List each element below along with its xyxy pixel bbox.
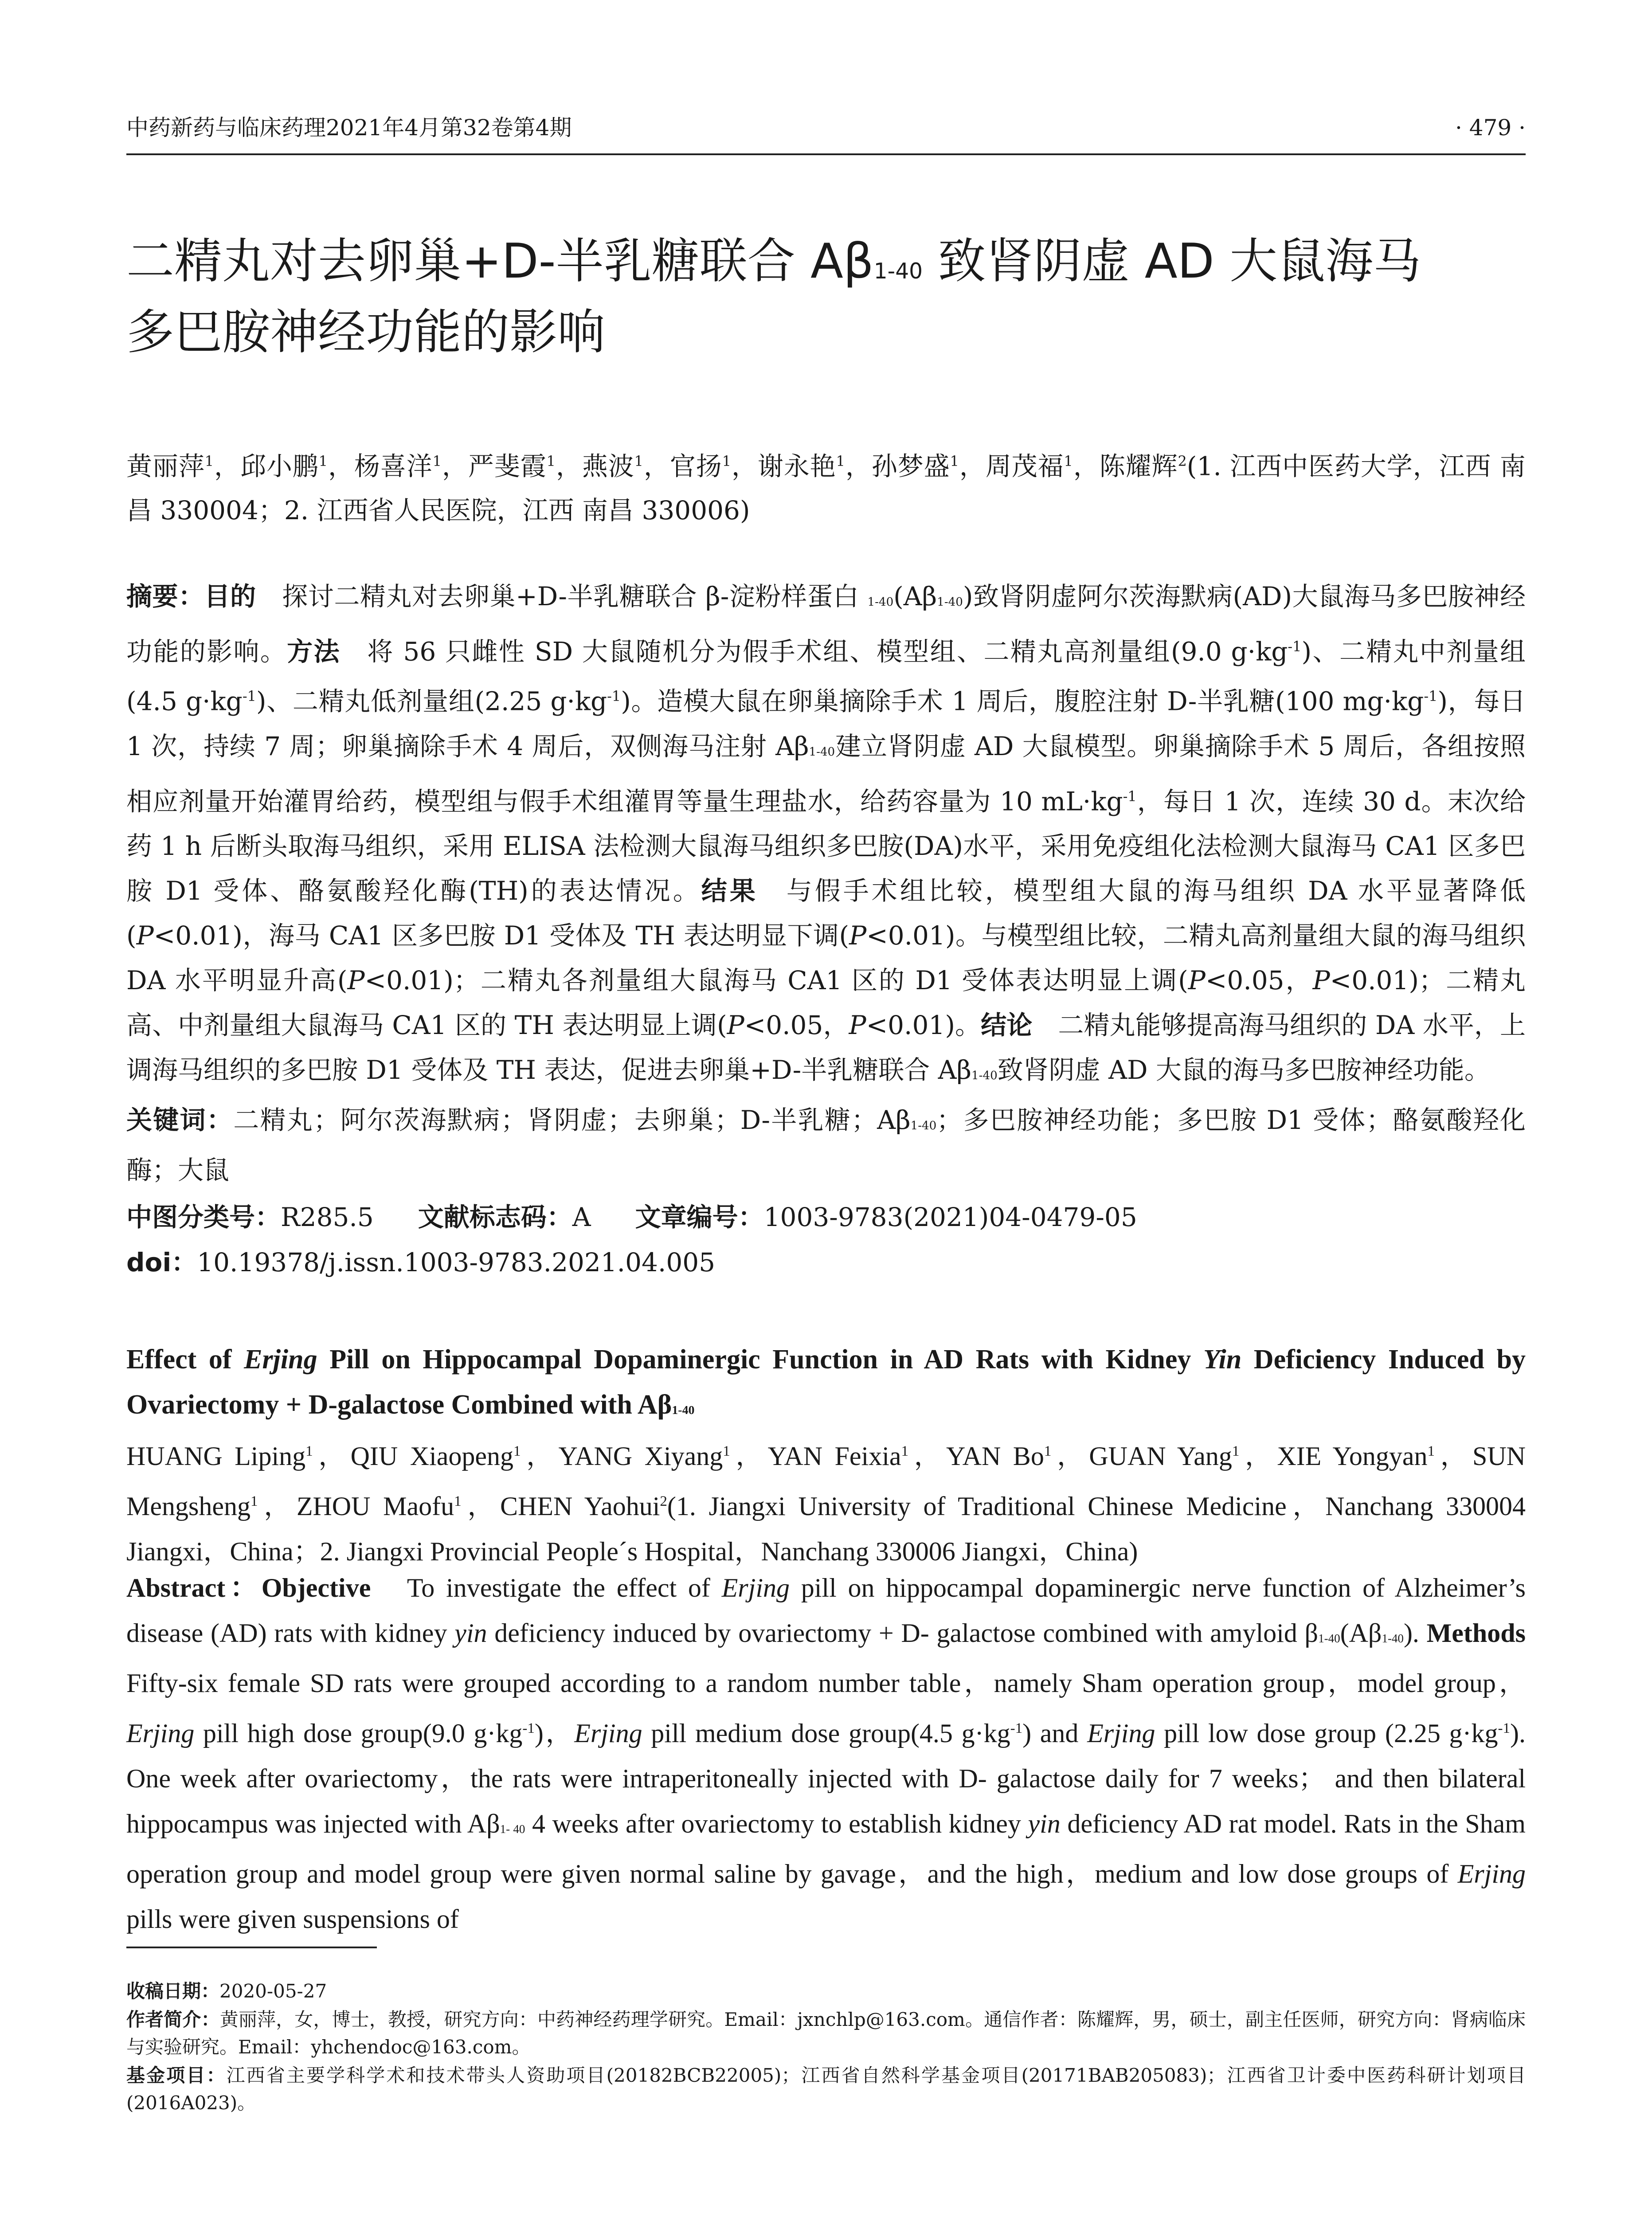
author-cn-8: 孙梦盛 <box>871 451 950 482</box>
results-cn-text-d: )；二精丸各剂量组大鼠海马 CA1 区的 D1 受体表达明显上调( <box>443 965 1188 995</box>
title-cn-line1-rest: 致肾阴虚 AD 大鼠海马 <box>923 234 1421 289</box>
author-en-5-aff: 1 <box>1044 1443 1052 1459</box>
p-value: <0.01 <box>153 920 233 951</box>
author-cn-4-aff: 1 <box>546 453 556 470</box>
abstract-en-l: ). One week after ovariectomy，the rats were intraperitoneally injected with D- galactose daily for 7 weeks； and then bilateral hippocampus was injected with Aβ <box>126 1719 1526 1838</box>
fund-label: 基金项目： <box>126 2064 227 2086</box>
methods-cn-label: 方法 <box>287 636 341 667</box>
p-value: <0.01 <box>866 920 945 951</box>
title-cn-subscript: 1-40 <box>873 259 923 284</box>
methods-cn-text-e: )，每日 1 次，持续 7 周；卵巢摘除手术 4 周后，双侧海马注射 Aβ <box>126 686 1526 761</box>
conclusion-cn-sub: 1-40 <box>971 1069 998 1083</box>
objective-cn-text-c: )致肾阴虚阿尔茨海默病(AD)大鼠海马多巴胺神经功能的影响。 <box>126 581 1526 667</box>
objective-cn-text: 探讨二精丸对去卵巢+D-半乳糖联合 β-淀粉样蛋白 <box>256 581 868 611</box>
abstract-en-a: To investigate the effect of <box>371 1573 722 1602</box>
keywords-cn-text-a: 二精丸；阿尔茨海默病；肾阴虚；去卵巢；D-半乳糖；Aβ <box>233 1105 911 1135</box>
methods-cn-text-b: )、二精丸中剂量组(4.5 g·kg <box>126 636 1526 717</box>
article-no-label: 文章编号： <box>635 1202 764 1232</box>
author-cn-4: 严斐霞 <box>468 451 547 482</box>
title-en-yin: Yin <box>1203 1344 1242 1375</box>
yin-italic: yin <box>1028 1809 1061 1838</box>
abstract-en-label: Abstract： <box>126 1573 262 1602</box>
objective-cn-label: 目的 <box>204 581 256 611</box>
abstract-en-c: deficiency induced by ovariectomy + D- galactose combined with amyloid β <box>487 1618 1319 1648</box>
author-cn-1: 黄丽萍 <box>126 451 205 482</box>
abstract-en-f: Fifty-six female SD rats were grouped according to a random number table，namely Sham operation group，model group， <box>126 1669 1526 1698</box>
author-en-8: SUN Mengsheng <box>126 1441 1526 1521</box>
title-en-erjing: Erjing <box>244 1344 317 1375</box>
comma: ， <box>1284 965 1313 995</box>
objective-en-label: Objective <box>261 1573 371 1602</box>
clc-label: 中图分类号： <box>126 1202 281 1232</box>
article-no-value: 1003-9783(2021)04-0479-05 <box>763 1202 1137 1232</box>
author-cn-2: 邱小鹏 <box>240 451 319 482</box>
results-cn-text-f: )。 <box>945 1010 981 1040</box>
p-value: <0.01 <box>364 965 444 995</box>
author-cn-5: 燕波 <box>582 451 634 482</box>
methods-cn-text-f: 建立肾阴虚 AD 大鼠模型。卵巢摘除手术 5 周后，各组按照相应剂量开始灌胃给药，模型组与假手术组灌胃等量生理盐水，给药容量为 10 mL·kg <box>126 731 1526 816</box>
p-symbol: P <box>1188 965 1206 995</box>
abstract-en-g: pill high dose group(9.0 g·kg <box>194 1719 523 1748</box>
received-label: 收稿日期： <box>126 1980 220 2002</box>
title-en-b: Pill on Hippocampal Dopaminergic Function in AD Rats with Kidney <box>317 1344 1204 1375</box>
author-en-9: ZHOU Maofu <box>296 1492 454 1521</box>
abstract-en <box>126 1565 1526 1942</box>
author-en-1-aff: 1 <box>305 1443 313 1459</box>
conclusion-cn-text-a: 二精丸能够提高海马组织的 DA 水平，上调海马组织的多巴胺 D1 受体及 TH 表达，促进去卵巢+D-半乳糖联合 Aβ <box>126 1010 1526 1085</box>
unit-exp: -1 <box>1498 1720 1511 1736</box>
p-symbol: P <box>849 920 867 951</box>
running-header <box>126 110 1526 145</box>
methods-cn-text-g: ，每日 1 次，连续 30 d。末次给药 1 h 后断头取海马组织，采用 ELISA 法检测大鼠海马组织多巴胺(DA)水平，采用免疫组化法检测大鼠海马 CA1 区多巴胺 D1 受体、酪氨酸羟化酶(TH)的表达情况。 <box>126 786 1526 906</box>
unit-exp: -1 <box>1010 1720 1023 1736</box>
title-en-c: Deficiency Induced by Ovariectomy + D-galactose Combined with Aβ <box>126 1344 1526 1420</box>
author-en-9-aff: 1 <box>454 1493 462 1509</box>
methods-cn-text-c: )、二精丸低剂量组(2.25 g·kg <box>256 686 607 717</box>
abeta-sub: 1-40 <box>1382 1632 1404 1645</box>
methods-cn-text-a: 将 56 只雌性 SD 大鼠随机分为假手术组、模型组、二精丸高剂量组(9.0 g·kg <box>340 636 1288 667</box>
abstract-cn <box>126 574 1526 1193</box>
keywords-cn-text-b: ；多巴胺神经功能；多巴胺 D1 受体；酪氨酸羟化酶；大鼠 <box>126 1105 1526 1185</box>
p-value: <0.05 <box>744 1010 823 1040</box>
author-en-10: CHEN Yaohui <box>500 1492 660 1521</box>
page-number: · 479 · <box>1455 115 1526 141</box>
p-symbol: P <box>849 1010 866 1040</box>
article-title-cn <box>126 231 1536 364</box>
author-en-4-aff: 1 <box>901 1443 909 1459</box>
author-en-7: XIE Yongyan <box>1277 1441 1428 1471</box>
unit-exp: -1 <box>607 688 621 705</box>
results-cn-text-c: )。与模型组比较，二精丸高剂量组大鼠的海马组织 DA 水平明显升高( <box>126 920 1526 995</box>
unit-exp: -1 <box>1288 638 1302 655</box>
author-en-10-aff: 2 <box>660 1493 667 1509</box>
abstract-en-h: )， <box>534 1719 575 1748</box>
author-cn-7-aff: 1 <box>836 453 845 470</box>
p-symbol: P <box>727 1010 744 1040</box>
author-bio-label: 作者简介： <box>126 2009 220 2030</box>
title-cn-line1: 二精丸对去卵巢+D-半乳糖联合 Aβ <box>126 234 874 289</box>
doi-label: doi： <box>126 1247 197 1277</box>
abstract-en-m: 4 weeks after ovariectomy to establish kidney <box>525 1809 1028 1838</box>
author-cn-8-aff: 1 <box>950 453 959 470</box>
methods-cn-text-d: )。造模大鼠在卵巢摘除手术 1 周后，腹腔注射 D-半乳糖(100 mg·kg <box>621 686 1424 717</box>
comma: ， <box>823 1010 849 1040</box>
author-cn-9: 周茂福 <box>985 451 1064 482</box>
erjing-italic: Erjing <box>1457 1859 1526 1888</box>
p-value: <0.01 <box>866 1010 945 1040</box>
affiliations-cn: (1. 江西中医药大学，江西 南昌 330004；2. 江西省人民医院，江西 南昌 330006) <box>126 451 1526 526</box>
abeta-sub: 1- 40 <box>500 1822 525 1836</box>
conclusion-cn-label: 结论 <box>981 1010 1033 1040</box>
p-value: <0.01 <box>1330 965 1409 995</box>
author-en-2: QIU Xiaopeng <box>350 1441 513 1471</box>
unit-exp: -1 <box>1424 688 1438 705</box>
unit-exp: -1 <box>1123 787 1137 805</box>
doc-code-label: 文献标志码： <box>418 1202 572 1232</box>
author-cn-10-aff: 2 <box>1178 453 1187 470</box>
keywords-cn-sub: 1-40 <box>910 1119 937 1133</box>
author-cn-9-aff: 1 <box>1064 453 1073 470</box>
author-list-en: HUANG Liping$^1$，QIU Xiaopeng$^1$，YANG Xiyang$^1$，YAN Feixia$^1$，YAN Bo$^1$，GUAN Yang$^1$，XIE Yongyan$^1$，SUN Mengsheng$^1$，ZHOU Maofu$^1$，CHEN Yaohui$^2$(1. Jiangxi University of Traditional Chinese Medicine，Nanchang 330004 Jiangxi，China；2. Jiangxi Provincial People´s Hospital，Nanchang 330006 Jiangxi，China) <box>126 1441 1526 1566</box>
results-cn-text-a: 与假手术组比较，模型组大鼠的海马组织 DA 水平显著降低( <box>126 875 1526 951</box>
erjing-italic: Erjing <box>721 1573 790 1602</box>
author-en-2-aff: 1 <box>513 1443 521 1459</box>
methods-en-label: Methods <box>1426 1618 1526 1648</box>
unit-exp: -1 <box>522 1720 535 1736</box>
author-cn-3-aff: 1 <box>432 453 442 470</box>
author-en-5: YAN Bo <box>946 1441 1044 1471</box>
footnotes <box>126 1978 1526 2118</box>
fund-info <box>126 2062 1526 2117</box>
yin-italic: yin <box>454 1618 487 1648</box>
author-en-6-aff: 1 <box>1232 1443 1240 1459</box>
author-cn-3: 杨喜洋 <box>354 451 433 482</box>
keywords-cn-label: 关键词： <box>126 1105 234 1135</box>
author-cn-6: 官扬 <box>669 451 722 482</box>
author-list-cn: 黄丽萍$^1$，邱小鹏$^1$，杨喜洋$^1$，严斐霞$^1$，燕波$^1$，官扬$^1$，谢永艳$^1$，孙梦盛$^1$，周茂福$^1$，陈耀辉$^2$(1. 江西中医药大学，江西 南昌 330004；2. 江西省人民医院，江西 南昌 330006) <box>126 451 1526 526</box>
abstract-en-n: deficiency AD rat model. Rats in the Sham operation group and model group were given normal saline by gavage，and the high，medium and low dose groups of <box>126 1809 1526 1888</box>
results-cn-label: 结果 <box>701 875 758 906</box>
footnote-rule <box>126 1947 377 1948</box>
author-cn-5-aff: 1 <box>634 453 643 470</box>
author-cn-10: 陈耀辉 <box>1099 451 1178 482</box>
p-value: <0.05 <box>1205 965 1284 995</box>
unit-exp: -1 <box>242 688 256 705</box>
abstract-en-e: ). <box>1403 1618 1419 1648</box>
abstract-en-d: (Aβ <box>1340 1618 1382 1648</box>
abstract-en-o: pills were given suspensions of <box>126 1904 459 1934</box>
author-cn-1-aff: 1 <box>204 453 214 470</box>
abstract-en-i: pill medium dose group(4.5 g·kg <box>642 1719 1010 1748</box>
author-en-6: GUAN Yang <box>1089 1441 1232 1471</box>
p-symbol: P <box>1312 965 1330 995</box>
header-rule <box>126 153 1526 155</box>
objective-cn-sub1: 1-40 <box>867 595 894 609</box>
author-en-3: YANG Xiyang <box>558 1441 723 1471</box>
classification-line <box>126 1195 1526 1239</box>
erjing-italic: Erjing <box>1087 1719 1155 1748</box>
abstract-en-b: pill on hippocampal dopaminergic nerve function of Alzheimer’s disease (AD) rats with kidney <box>126 1573 1526 1648</box>
doi-line <box>126 1240 1526 1285</box>
erjing-italic: Erjing <box>574 1719 642 1748</box>
author-cn-2-aff: 1 <box>318 453 328 470</box>
abstract-cn-label: 摘要： <box>126 581 204 611</box>
abeta-sub: 1-40 <box>1318 1632 1340 1645</box>
clc-value: R285.5 <box>281 1202 374 1232</box>
erjing-italic: Erjing <box>126 1719 195 1748</box>
author-cn-6-aff: 1 <box>722 453 731 470</box>
objective-cn-text-b: (Aβ <box>893 581 937 611</box>
doc-code-value: A <box>572 1202 591 1232</box>
p-symbol: P <box>136 920 154 951</box>
abstract-en-j: ) and <box>1022 1719 1088 1748</box>
results-cn-text-b: )，海马 CA1 区多巴胺 D1 受体及 TH 表达明显下调( <box>232 920 849 951</box>
author-en-8-aff: 1 <box>250 1493 258 1509</box>
p-symbol: P <box>347 965 365 995</box>
author-en-1: HUANG Liping <box>126 1441 306 1471</box>
received-value: 2020-05-27 <box>219 1980 327 2002</box>
article-title-en <box>126 1337 1526 1433</box>
journal-name: 中药新药与临床药理2021年4月第32卷第4期 <box>126 115 572 141</box>
objective-cn-sub2: 1-40 <box>937 595 963 609</box>
title-en-a: Effect of <box>126 1344 244 1375</box>
author-en-4: YAN Feixia <box>767 1441 901 1471</box>
author-bio <box>126 2006 1526 2061</box>
received-date <box>126 1978 1526 2005</box>
author-en-7-aff: 1 <box>1427 1443 1435 1459</box>
title-en-sub: 1-40 <box>672 1403 695 1418</box>
results-cn-text-e: )；二精丸高、中剂量组大鼠海马 CA1 区的 TH 表达明显上调( <box>126 965 1526 1040</box>
author-en-3-aff: 1 <box>723 1443 730 1459</box>
author-cn-7: 谢永艳 <box>757 451 836 482</box>
methods-cn-sub: 1-40 <box>809 745 835 759</box>
conclusion-cn-text-b: 致肾阴虚 AD 大鼠的海马多巴胺神经功能。 <box>997 1054 1490 1085</box>
abstract-en-k: pill low dose group (2.25 g·kg <box>1155 1719 1498 1748</box>
affiliations-en: (1. Jiangxi University of Traditional Chinese Medicine，Nanchang 330004 Jiangxi，China；2. Jiangxi Provincial People´s Hospital，Nanchang 330006 Jiangxi，China) <box>126 1492 1526 1566</box>
author-bio-text: 黄丽萍，女，博士，教授，研究方向：中药神经药理学研究。Email：jxnchlp@163.com。通信作者：陈耀辉，男，硕士，副主任医师，研究方向：肾病临床与实验研究。Email：yhchendoc@163.com。 <box>126 2009 1526 2058</box>
fund-text: 江西省主要学科学术和技术带头人资助项目(20182BCB22005)；江西省自然科学基金项目(20171BAB205083)；江西省卫计委中医药科研计划项目(2016A023)。 <box>126 2064 1526 2114</box>
doi-value[interactable]: 10.19378/j.issn.1003-9783.2021.04.005 <box>197 1247 716 1277</box>
title-cn-line2: 多巴胺神经功能的影响 <box>126 305 606 360</box>
